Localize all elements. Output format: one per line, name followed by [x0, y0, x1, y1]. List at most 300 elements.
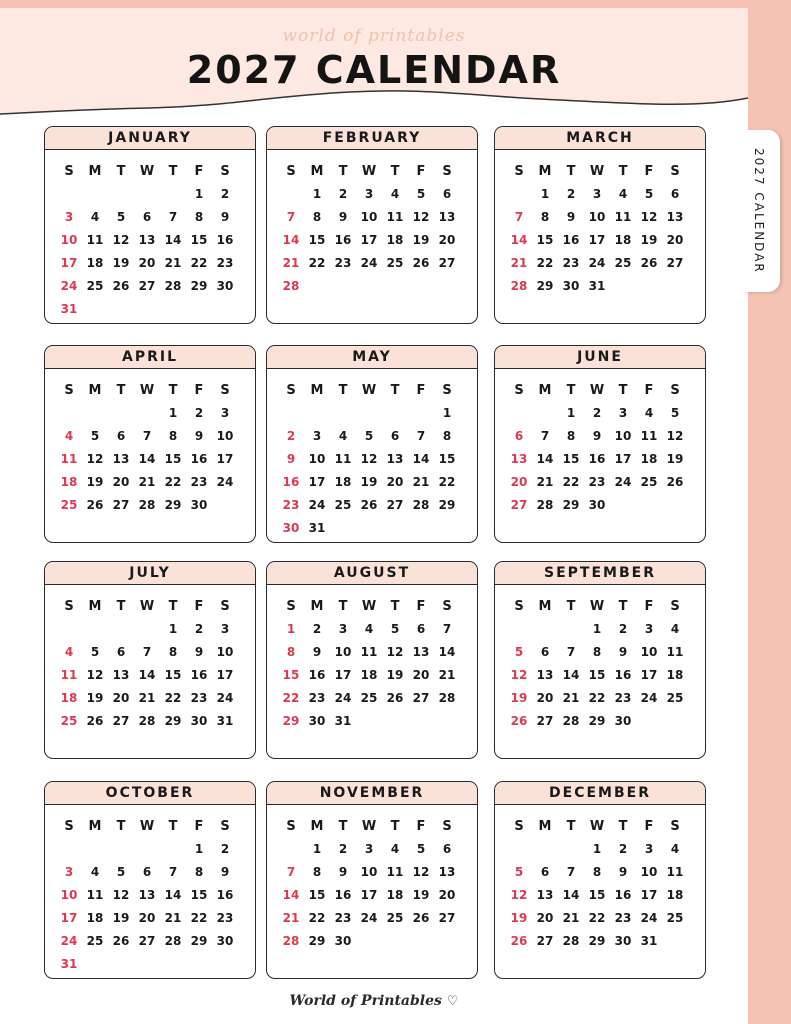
day-cell: 2 [618, 622, 628, 636]
day-cell: 1 [592, 622, 602, 636]
day-cell: 13 [510, 452, 528, 466]
day-cell: 17 [360, 233, 378, 247]
day-cell: 24 [216, 691, 234, 705]
day-cell: 8 [194, 865, 204, 879]
day-cell: 1 [312, 842, 322, 856]
day-cell: 25 [386, 256, 404, 270]
day-cell: 19 [112, 911, 130, 925]
day-cell: 1 [592, 842, 602, 856]
day-cell: 27 [138, 934, 156, 948]
day-cell: 9 [566, 210, 576, 224]
day-cell: 18 [640, 452, 658, 466]
day-cell: 7 [442, 622, 452, 636]
day-cell: 18 [614, 233, 632, 247]
blank-day [160, 183, 186, 206]
weekday-header: T [390, 819, 400, 834]
day-cell: 10 [360, 210, 378, 224]
day-cell: 10 [60, 233, 78, 247]
month-october [44, 781, 256, 979]
day-cell: 12 [86, 452, 104, 466]
weekday-header: W [589, 383, 605, 398]
day-cell: 3 [592, 187, 602, 201]
weekday-header: F [416, 819, 426, 834]
day-cell: 1 [566, 406, 576, 420]
day-cell: 4 [390, 187, 400, 201]
day-cell: 23 [216, 911, 234, 925]
day-cell: 21 [282, 256, 300, 270]
day-cell: 16 [308, 668, 326, 682]
day-cell: 30 [190, 498, 208, 512]
day-grid [278, 379, 460, 540]
day-cell: 17 [60, 911, 78, 925]
day-cell: 7 [416, 429, 426, 443]
day-cell: 18 [86, 911, 104, 925]
weekday-header: F [194, 383, 204, 398]
weekday-header: M [538, 164, 552, 179]
day-cell: 25 [86, 934, 104, 948]
day-cell: 22 [438, 475, 456, 489]
day-grid [278, 160, 460, 298]
day-cell: 9 [338, 865, 348, 879]
day-cell: 19 [510, 691, 528, 705]
day-cell: 5 [90, 645, 100, 659]
day-cell: 4 [64, 429, 74, 443]
day-cell: 1 [194, 842, 204, 856]
month-may [266, 345, 478, 543]
day-cell: 20 [138, 256, 156, 270]
day-cell: 14 [536, 452, 554, 466]
day-cell: 2 [338, 187, 348, 201]
weekday-header: F [194, 164, 204, 179]
month-name: MARCH [495, 127, 705, 150]
weekday-header: S [670, 819, 680, 834]
day-cell: 16 [190, 668, 208, 682]
day-cell: 22 [562, 475, 580, 489]
day-cell: 14 [138, 452, 156, 466]
day-cell: 15 [164, 452, 182, 466]
blank-day [108, 618, 134, 641]
day-cell: 30 [614, 934, 632, 948]
month-november [266, 781, 478, 979]
day-cell: 6 [142, 865, 152, 879]
weekday-header: F [194, 819, 204, 834]
day-cell: 5 [670, 406, 680, 420]
weekday-header: T [390, 164, 400, 179]
day-cell: 17 [216, 668, 234, 682]
day-cell: 16 [614, 888, 632, 902]
day-grid [56, 160, 238, 321]
day-cell: 19 [86, 691, 104, 705]
day-cell: 7 [540, 429, 550, 443]
day-cell: 6 [416, 622, 426, 636]
day-cell: 22 [308, 911, 326, 925]
day-cell: 13 [138, 888, 156, 902]
day-cell: 29 [438, 498, 456, 512]
day-grid [278, 815, 460, 953]
weekday-header: W [361, 819, 377, 834]
day-cell: 2 [338, 842, 348, 856]
weekday-header: M [310, 599, 324, 614]
month-september [494, 561, 706, 759]
blank-day [160, 838, 186, 861]
day-cell: 6 [540, 865, 550, 879]
day-cell: 3 [644, 622, 654, 636]
day-cell: 5 [90, 429, 100, 443]
weekday-header: M [538, 599, 552, 614]
day-cell: 16 [614, 668, 632, 682]
day-cell: 2 [592, 406, 602, 420]
day-cell: 17 [60, 256, 78, 270]
day-cell: 16 [282, 475, 300, 489]
day-cell: 4 [90, 210, 100, 224]
day-cell: 5 [416, 842, 426, 856]
day-cell: 5 [644, 187, 654, 201]
day-cell: 10 [614, 429, 632, 443]
day-cell: 14 [164, 888, 182, 902]
day-cell: 28 [282, 279, 300, 293]
weekday-header: T [168, 599, 178, 614]
weekday-header: T [116, 383, 126, 398]
day-cell: 30 [190, 714, 208, 728]
weekday-header: T [116, 599, 126, 614]
month-name: OCTOBER [45, 782, 255, 805]
weekday-header: S [514, 164, 524, 179]
day-cell: 5 [116, 865, 126, 879]
day-cell: 24 [60, 934, 78, 948]
weekday-header: S [670, 164, 680, 179]
day-cell: 10 [216, 645, 234, 659]
day-cell: 28 [562, 934, 580, 948]
calendar-page [0, 8, 748, 1024]
day-cell: 30 [334, 934, 352, 948]
day-cell: 27 [666, 256, 684, 270]
day-cell: 27 [536, 714, 554, 728]
day-cell: 22 [164, 691, 182, 705]
day-cell: 8 [168, 645, 178, 659]
day-cell: 9 [312, 645, 322, 659]
weekday-header: T [618, 819, 628, 834]
day-cell: 9 [592, 429, 602, 443]
day-cell: 13 [666, 210, 684, 224]
day-cell: 6 [390, 429, 400, 443]
day-cell: 29 [190, 279, 208, 293]
day-cell: 14 [138, 668, 156, 682]
footer-brand-text: World of Printables [289, 993, 442, 1009]
blank-day [108, 183, 134, 206]
day-cell: 26 [640, 256, 658, 270]
day-cell: 23 [614, 911, 632, 925]
day-cell: 18 [386, 888, 404, 902]
day-grid [506, 379, 688, 517]
weekday-header: S [442, 383, 452, 398]
weekday-header: S [64, 599, 74, 614]
blank-day [356, 402, 382, 425]
day-cell: 23 [334, 256, 352, 270]
weekday-header: T [338, 819, 348, 834]
day-cell: 17 [360, 888, 378, 902]
weekday-header: T [338, 164, 348, 179]
day-cell: 16 [562, 233, 580, 247]
blank-day [134, 402, 160, 425]
day-cell: 20 [666, 233, 684, 247]
day-cell: 12 [386, 645, 404, 659]
blank-day [506, 838, 532, 861]
weekday-header: W [139, 164, 155, 179]
day-cell: 23 [308, 691, 326, 705]
day-cell: 27 [510, 498, 528, 512]
day-cell: 11 [86, 888, 104, 902]
day-cell: 30 [282, 521, 300, 535]
day-cell: 4 [670, 622, 680, 636]
blank-day [382, 402, 408, 425]
day-cell: 12 [360, 452, 378, 466]
day-cell: 6 [442, 187, 452, 201]
weekday-header: F [644, 383, 654, 398]
day-cell: 7 [566, 865, 576, 879]
blank-day [278, 838, 304, 861]
month-name: SEPTEMBER [495, 562, 705, 585]
day-grid [56, 815, 238, 976]
weekday-header: M [310, 164, 324, 179]
day-cell: 30 [588, 498, 606, 512]
day-cell: 9 [618, 865, 628, 879]
weekday-header: T [168, 383, 178, 398]
day-cell: 17 [308, 475, 326, 489]
day-cell: 11 [334, 452, 352, 466]
day-cell: 1 [540, 187, 550, 201]
weekday-header: T [390, 383, 400, 398]
day-cell: 2 [220, 187, 230, 201]
weekday-header: F [644, 819, 654, 834]
day-cell: 8 [286, 645, 296, 659]
day-cell: 21 [282, 911, 300, 925]
day-cell: 1 [194, 187, 204, 201]
day-cell: 17 [640, 888, 658, 902]
day-cell: 26 [386, 691, 404, 705]
weekday-header: T [338, 383, 348, 398]
day-cell: 15 [190, 233, 208, 247]
day-cell: 12 [640, 210, 658, 224]
day-cell: 19 [666, 452, 684, 466]
day-grid [506, 160, 688, 298]
day-cell: 25 [666, 911, 684, 925]
day-cell: 7 [142, 429, 152, 443]
day-cell: 20 [412, 668, 430, 682]
day-cell: 4 [644, 406, 654, 420]
day-cell: 21 [536, 475, 554, 489]
day-cell: 13 [536, 668, 554, 682]
day-cell: 11 [640, 429, 658, 443]
blank-day [330, 402, 356, 425]
weekday-header: M [88, 819, 102, 834]
month-june [494, 345, 706, 543]
weekday-header: F [644, 599, 654, 614]
day-cell: 1 [286, 622, 296, 636]
day-cell: 29 [536, 279, 554, 293]
day-cell: 28 [164, 934, 182, 948]
day-cell: 8 [566, 429, 576, 443]
day-cell: 6 [514, 429, 524, 443]
weekday-header: T [566, 599, 576, 614]
blank-day [134, 618, 160, 641]
day-cell: 1 [442, 406, 452, 420]
day-cell: 7 [168, 865, 178, 879]
day-cell: 25 [640, 475, 658, 489]
weekday-header: S [442, 164, 452, 179]
day-cell: 3 [644, 842, 654, 856]
day-cell: 27 [112, 714, 130, 728]
day-cell: 12 [666, 429, 684, 443]
day-cell: 20 [112, 475, 130, 489]
day-cell: 1 [168, 406, 178, 420]
day-cell: 10 [640, 865, 658, 879]
day-cell: 3 [364, 187, 374, 201]
day-cell: 2 [220, 842, 230, 856]
day-cell: 24 [640, 691, 658, 705]
day-cell: 26 [412, 256, 430, 270]
day-cell: 9 [618, 645, 628, 659]
brand-script-text: world of printables [282, 26, 466, 46]
day-cell: 20 [438, 888, 456, 902]
day-cell: 15 [588, 668, 606, 682]
day-cell: 12 [510, 888, 528, 902]
day-cell: 20 [138, 911, 156, 925]
month-march [494, 126, 706, 324]
day-cell: 29 [164, 498, 182, 512]
day-cell: 31 [334, 714, 352, 728]
weekday-header: S [220, 819, 230, 834]
day-cell: 16 [190, 452, 208, 466]
day-cell: 20 [112, 691, 130, 705]
day-cell: 2 [312, 622, 322, 636]
day-cell: 2 [194, 622, 204, 636]
blank-day [56, 183, 82, 206]
day-cell: 27 [536, 934, 554, 948]
day-cell: 21 [164, 256, 182, 270]
day-cell: 5 [514, 645, 524, 659]
day-cell: 29 [588, 934, 606, 948]
day-cell: 15 [282, 668, 300, 682]
day-cell: 22 [190, 911, 208, 925]
day-cell: 29 [282, 714, 300, 728]
day-cell: 8 [592, 645, 602, 659]
day-cell: 5 [390, 622, 400, 636]
day-cell: 26 [510, 714, 528, 728]
day-cell: 7 [566, 645, 576, 659]
day-cell: 22 [536, 256, 554, 270]
day-cell: 5 [416, 187, 426, 201]
day-cell: 18 [86, 256, 104, 270]
day-cell: 7 [286, 210, 296, 224]
day-cell: 31 [588, 279, 606, 293]
day-cell: 1 [168, 622, 178, 636]
weekday-header: T [168, 164, 178, 179]
day-cell: 13 [386, 452, 404, 466]
day-cell: 7 [142, 645, 152, 659]
month-name: JULY [45, 562, 255, 585]
day-cell: 11 [666, 645, 684, 659]
month-july [44, 561, 256, 759]
day-cell: 6 [116, 645, 126, 659]
day-cell: 24 [334, 691, 352, 705]
day-cell: 20 [438, 233, 456, 247]
day-cell: 19 [640, 233, 658, 247]
day-cell: 24 [614, 475, 632, 489]
month-name: JUNE [495, 346, 705, 369]
month-january [44, 126, 256, 324]
weekday-header: S [286, 383, 296, 398]
day-cell: 10 [60, 888, 78, 902]
blank-day [82, 402, 108, 425]
day-cell: 21 [412, 475, 430, 489]
month-december [494, 781, 706, 979]
day-cell: 17 [334, 668, 352, 682]
weekday-header: T [338, 599, 348, 614]
day-cell: 30 [216, 934, 234, 948]
day-cell: 27 [138, 279, 156, 293]
day-cell: 27 [438, 256, 456, 270]
day-cell: 3 [220, 622, 230, 636]
day-cell: 23 [614, 691, 632, 705]
day-cell: 16 [216, 888, 234, 902]
day-cell: 29 [308, 934, 326, 948]
day-cell: 23 [190, 475, 208, 489]
day-cell: 25 [86, 279, 104, 293]
day-cell: 23 [282, 498, 300, 512]
day-cell: 27 [412, 691, 430, 705]
day-cell: 9 [220, 865, 230, 879]
day-cell: 28 [138, 714, 156, 728]
day-cell: 12 [86, 668, 104, 682]
day-cell: 28 [510, 279, 528, 293]
day-cell: 15 [164, 668, 182, 682]
day-cell: 27 [112, 498, 130, 512]
day-cell: 14 [438, 645, 456, 659]
day-cell: 11 [386, 865, 404, 879]
day-cell: 11 [60, 668, 78, 682]
day-cell: 24 [640, 911, 658, 925]
month-name: NOVEMBER [267, 782, 477, 805]
day-cell: 28 [536, 498, 554, 512]
day-cell: 18 [334, 475, 352, 489]
day-cell: 15 [308, 233, 326, 247]
blank-day [558, 838, 584, 861]
side-tab-label: 2027 CALENDAR [752, 148, 766, 274]
weekday-header: S [670, 383, 680, 398]
day-cell: 31 [60, 302, 78, 316]
day-cell: 8 [540, 210, 550, 224]
day-cell: 25 [60, 498, 78, 512]
day-cell: 25 [360, 691, 378, 705]
day-cell: 15 [562, 452, 580, 466]
day-cell: 15 [588, 888, 606, 902]
day-cell: 12 [412, 865, 430, 879]
weekday-header: M [538, 819, 552, 834]
day-cell: 6 [116, 429, 126, 443]
day-cell: 26 [112, 279, 130, 293]
day-cell: 15 [536, 233, 554, 247]
weekday-header: W [361, 164, 377, 179]
weekday-header: M [538, 383, 552, 398]
day-cell: 19 [386, 668, 404, 682]
day-cell: 14 [510, 233, 528, 247]
day-cell: 12 [112, 233, 130, 247]
blank-day [408, 402, 434, 425]
day-cell: 17 [614, 452, 632, 466]
day-cell: 26 [510, 934, 528, 948]
day-cell: 5 [116, 210, 126, 224]
day-cell: 26 [86, 498, 104, 512]
